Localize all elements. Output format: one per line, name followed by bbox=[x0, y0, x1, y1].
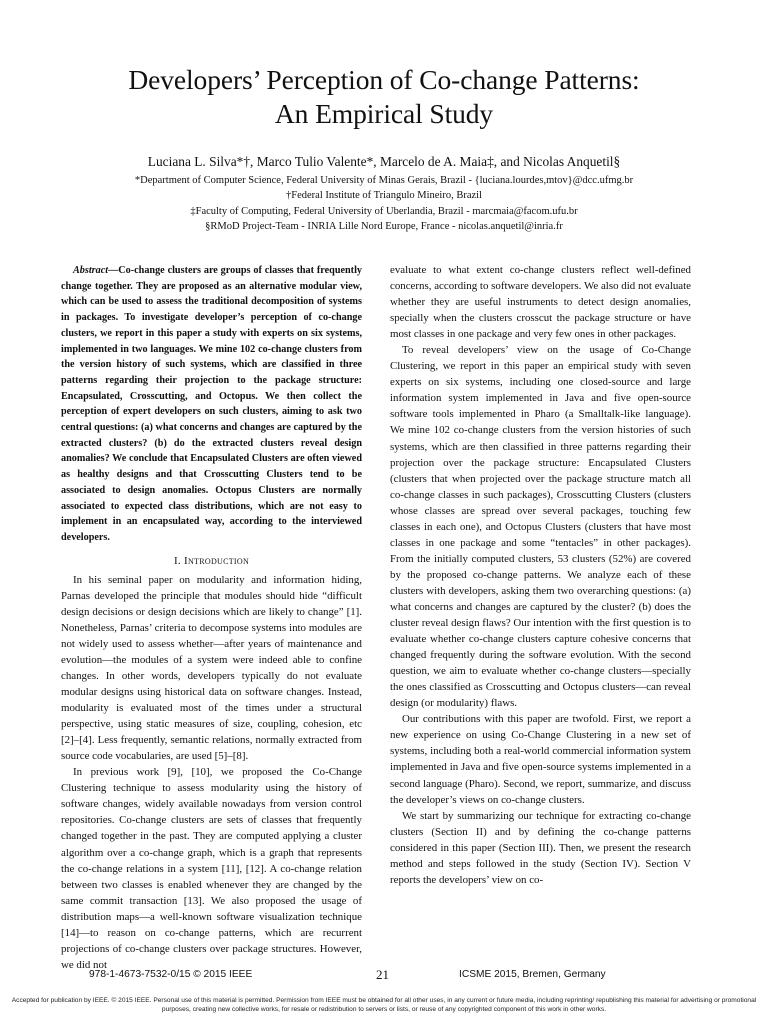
venue: ICSME 2015, Bremen, Germany bbox=[459, 969, 606, 980]
abstract bbox=[61, 263, 362, 546]
section-heading-introduction bbox=[61, 553, 362, 569]
abstract-label: Abstract bbox=[73, 265, 109, 276]
author-list: Luciana L. Silva*†, Marco Tulio Valente*, Marcelo de A. Maia‡, and Nicolas Anquetil§ bbox=[147, 154, 621, 169]
affiliations bbox=[0, 173, 768, 234]
isbn-copyright: 978-1-4673-7532-0/15 © 2015 IEEE bbox=[89, 969, 253, 980]
title-line-1: Developers’ Perception of Co-change Patterns: bbox=[128, 64, 640, 95]
body-paragraph: In previous work [9], [10], we proposed the Co-Change Clustering technique to assess modularity using the history of software changes, widely available nowadays from version control repositories. Co-change clusters are sets of classes that frequently changed together in the past. They are computed applying a cluster algorithm over a co-change graph, which is a graph that represents the co-change relations in a system [11], [12]. A co-change relation between two classes is enabled whenever they are changed by the same commit transaction [13]. We also proposed the usage of distribution maps—a well-known software visualization technique [14]—to reason on co-change patterns, which are recurrent projections of co-change clusters over package structures. However, we did not bbox=[61, 766, 362, 971]
abstract-text: —Co-change clusters are groups of classes that frequently change together. They are proposed as an alternative modular view, which can be used to assess the traditional decomposition of systems in packages. To investigate developer’s perception of co-change clusters, we report in this paper a study with experts on six systems, implemented in two languages. We mine 102 co-change clusters from the version history of such systems, which are classified in three patterns regarding their projection to the package structure: Encapsulated, Crosscutting, and Octopus. We then collect the perception of expert developers on such clusters, aiming to ask two central questions: (a) what concerns and changes are captured by the extracted clusters? (b) do the extracted clusters reveal design anomalies? We conclude that Encapsulated Clusters are often viewed as healthy designs and that Crosscutting Clusters tend to be associated to design anomalies. Octopus Clusters are normally associated to expected class distributions, which are not easy to implement in an encapsulated way, according to the interviewed developers. bbox=[61, 265, 362, 543]
affiliation-ufmg: *Department of Computer Science, Federal University of Minas Gerais, Brazil - {luciana.lourdes,mtov}@dcc.ufmg.br bbox=[134, 175, 634, 186]
affiliation-inria: §RMoD Project-Team - INRIA Lille Nord Europe, France - nicolas.anquetil@inria.fr bbox=[205, 220, 563, 232]
affiliation-ufu: ‡Faculty of Computing, Federal University of Uberlandia, Brazil - marcmaia@facom.ufu.br bbox=[190, 205, 578, 217]
body-paragraph: Our contributions with this paper are twofold. First, we report a new experience on using Co-Change Clustering in a new set of systems, including both a real-world commercial information system implemented in Java and five open-source systems implemented in a second language (Pharo). Second, we report, summarize, and discuss the developer’s views on co-change clusters. bbox=[390, 713, 691, 806]
copyright-notice: Accepted for publication by IEEE. © 2015 IEEE. Personal use of this material is permitted. Permission from IEEE must be obtained for all other uses, in any current or future media, including reprinting/ republishing this material for advertising or promotional purposes, creating new collective works, for resale or redistribution to servers or lists, or reuse of any copyrighted component of this work in other works. bbox=[11, 997, 757, 1013]
section-number: I. bbox=[173, 554, 181, 567]
body-paragraph: evaluate to what extent co-change clusters reflect well-defined concerns, according to software developers. We also did not evaluate whether they are useful instruments to detect design anomalies, specially when the clusters crosscut the package structure or have most classes in one package and very few ones in other packages. bbox=[390, 264, 691, 341]
title-line-2: An Empirical Study bbox=[274, 98, 494, 129]
page-number: 21 bbox=[376, 967, 389, 982]
body-paragraph: To reveal developers’ view on the usage of Co-Change Clustering, we report in this paper an empirical study with seven experts on six systems, including one closed-source and large information system implemented in Java and five open-source software tools implemented in Pharo (a Smalltalk-like language). We mine 102 co-change clusters from the version histories of such systems, which are then classified in three patterns regarding their projection over the package structure: Encapsulated Clusters (clusters that when projected over the package structure match all co-change classes in such packages), Crosscutting Clusters (clusters whose classes are spread over several packages, touching few classes in each one), and Octopus Clusters (clusters that have most classes in one package and some “tentacles” in other packages). From the initially computed clusters, 53 clusters (52%) are covered by the proposed co-change patterns. We analyze each of these clusters with developers, asking them two overarching questions: (a) what concerns and changes are captured by the cluster? (b) does the cluster reveal design flaws? Our intention with the first question is to evaluate whether co-change clusters capture cohesive concerns that changed frequently during the software evolution. With the second question, we aim to evaluate whether co-change clusters—specially the ones classified as Crosscutting and Octopus clusters—can reveal design (or modularity) flaws. bbox=[390, 344, 691, 710]
body-paragraph: In his seminal paper on modularity and information hiding, Parnas developed the principle that modules should hide “difficult design decisions or design decisions which are likely to change” [1]. Nonetheless, Parnas’ criteria to decompose systems into modules are not widely used to assess whether—after years of maintenance and evolution—the modules of a system were indeed able to confine changes. In other words, developers typically do not evaluate modular designs using historical data on software changes. Instead, modularity is evaluated most of the times under a structural perspective, using static measures of size, coupling, cohesion, etc [2]–[4]. Less frequently, semantic relations, normally extracted from source code vocabularies, are used [5]–[8]. bbox=[61, 573, 362, 763]
affiliation-iftm: †Federal Institute of Triangulo Mineiro, Brazil bbox=[286, 190, 482, 202]
left-column bbox=[61, 263, 362, 973]
right-column bbox=[390, 262, 691, 888]
body-paragraph: We start by summarizing our technique for extracting co-change clusters (Section II) and by defining the co-change patterns considered in this paper (Section III). Then, we present the research method and steps followed in the study (Section IV). Section V reports the developers’ view on co- bbox=[390, 809, 691, 886]
paper-title bbox=[0, 63, 768, 131]
section-title: Introduction bbox=[184, 554, 250, 567]
